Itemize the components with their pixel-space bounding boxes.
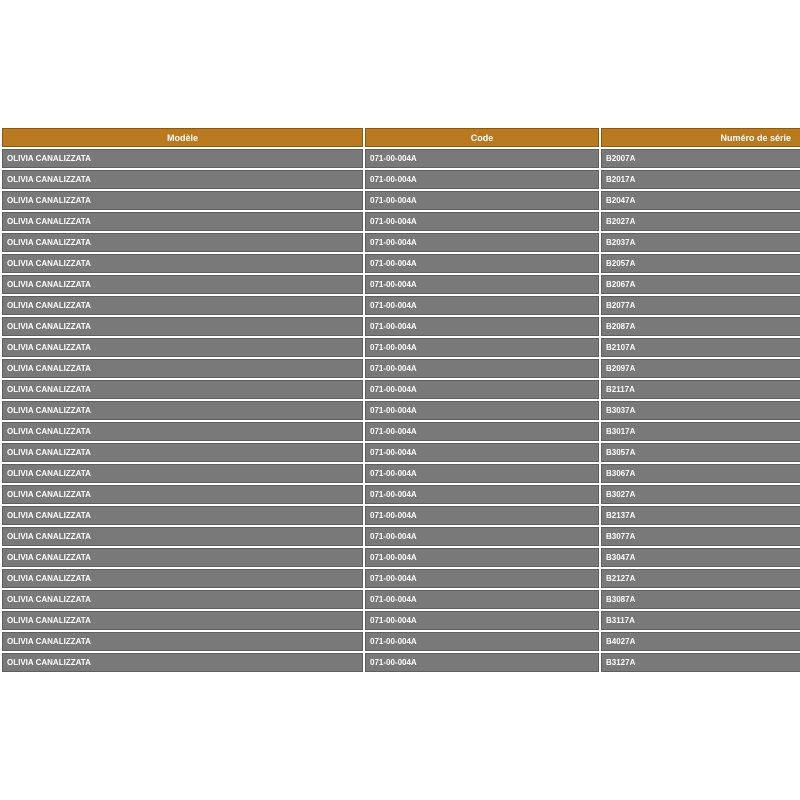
table-row[interactable] [2,275,800,294]
cell-model: OLIVIA CANALIZZATA [2,275,363,294]
cell-code: 071-00-004A [365,275,599,294]
table-row[interactable] [2,380,800,399]
table-body [2,149,800,672]
cell-code: 071-00-004A [365,380,599,399]
cell-code: 071-00-004A [365,548,599,567]
cell-serial-number: B3127A [601,653,800,672]
cell-code: 071-00-004A [365,464,599,483]
cell-model: OLIVIA CANALIZZATA [2,506,363,525]
cell-model: OLIVIA CANALIZZATA [2,359,363,378]
cell-code: 071-00-004A [365,527,599,546]
table-row[interactable] [2,149,800,168]
cell-serial-number: B2037A [601,233,800,252]
cell-model: OLIVIA CANALIZZATA [2,149,363,168]
table-row[interactable] [2,653,800,672]
table-row[interactable] [2,464,800,483]
cell-model: OLIVIA CANALIZZATA [2,464,363,483]
cell-model: OLIVIA CANALIZZATA [2,485,363,504]
cell-model: OLIVIA CANALIZZATA [2,590,363,609]
table-row[interactable] [2,254,800,273]
cell-code: 071-00-004A [365,401,599,420]
cell-serial-number: B2057A [601,254,800,273]
serial-table [0,126,800,672]
cell-serial-number: B3017A [601,422,800,441]
cell-serial-number: B2077A [601,296,800,315]
column-header-model[interactable]: Modèle [2,128,363,147]
table-row[interactable] [2,569,800,588]
serial-table-container [0,126,800,672]
table-row[interactable] [2,338,800,357]
cell-model: OLIVIA CANALIZZATA [2,548,363,567]
table-row[interactable] [2,527,800,546]
cell-model: OLIVIA CANALIZZATA [2,401,363,420]
cell-code: 071-00-004A [365,653,599,672]
cell-code: 071-00-004A [365,632,599,651]
cell-code: 071-00-004A [365,506,599,525]
table-row[interactable] [2,590,800,609]
cell-code: 071-00-004A [365,296,599,315]
cell-model: OLIVIA CANALIZZATA [2,254,363,273]
cell-serial-number: B2107A [601,338,800,357]
cell-model: OLIVIA CANALIZZATA [2,296,363,315]
table-row[interactable] [2,632,800,651]
cell-code: 071-00-004A [365,569,599,588]
cell-model: OLIVIA CANALIZZATA [2,170,363,189]
cell-code: 071-00-004A [365,191,599,210]
column-header-code[interactable]: Code [365,128,599,147]
cell-serial-number: B2097A [601,359,800,378]
cell-code: 071-00-004A [365,422,599,441]
cell-code: 071-00-004A [365,359,599,378]
cell-serial-number: B3067A [601,464,800,483]
cell-model: OLIVIA CANALIZZATA [2,191,363,210]
cell-code: 071-00-004A [365,611,599,630]
table-row[interactable] [2,296,800,315]
cell-serial-number: B2117A [601,380,800,399]
table-row[interactable] [2,611,800,630]
cell-model: OLIVIA CANALIZZATA [2,212,363,231]
table-row[interactable] [2,212,800,231]
cell-code: 071-00-004A [365,170,599,189]
cell-model: OLIVIA CANALIZZATA [2,611,363,630]
table-row[interactable] [2,422,800,441]
table-row[interactable] [2,359,800,378]
cell-serial-number: B3117A [601,611,800,630]
table-row[interactable] [2,548,800,567]
column-header-serial-number[interactable]: Numéro de série [601,128,800,147]
cell-code: 071-00-004A [365,254,599,273]
cell-model: OLIVIA CANALIZZATA [2,422,363,441]
cell-serial-number: B2007A [601,149,800,168]
cell-code: 071-00-004A [365,212,599,231]
cell-serial-number: B3087A [601,590,800,609]
cell-serial-number: B2067A [601,275,800,294]
cell-model: OLIVIA CANALIZZATA [2,443,363,462]
table-row[interactable] [2,233,800,252]
cell-model: OLIVIA CANALIZZATA [2,569,363,588]
table-row[interactable] [2,485,800,504]
cell-code: 071-00-004A [365,443,599,462]
cell-serial-number: B3027A [601,485,800,504]
cell-model: OLIVIA CANALIZZATA [2,380,363,399]
cell-serial-number: B2047A [601,191,800,210]
table-row[interactable] [2,401,800,420]
table-header [2,128,800,147]
table-row[interactable] [2,443,800,462]
table-row[interactable] [2,191,800,210]
cell-serial-number: B2017A [601,170,800,189]
cell-code: 071-00-004A [365,149,599,168]
cell-code: 071-00-004A [365,317,599,336]
header-row [2,128,800,147]
cell-model: OLIVIA CANALIZZATA [2,653,363,672]
cell-code: 071-00-004A [365,338,599,357]
cell-model: OLIVIA CANALIZZATA [2,527,363,546]
cell-model: OLIVIA CANALIZZATA [2,233,363,252]
cell-serial-number: B2027A [601,212,800,231]
cell-code: 071-00-004A [365,590,599,609]
table-row[interactable] [2,170,800,189]
cell-model: OLIVIA CANALIZZATA [2,338,363,357]
cell-code: 071-00-004A [365,485,599,504]
cell-serial-number: B3037A [601,401,800,420]
cell-serial-number: B2127A [601,569,800,588]
cell-code: 071-00-004A [365,233,599,252]
cell-serial-number: B3047A [601,548,800,567]
cell-model: OLIVIA CANALIZZATA [2,317,363,336]
cell-serial-number: B2087A [601,317,800,336]
cell-serial-number: B4027A [601,632,800,651]
cell-serial-number: B3077A [601,527,800,546]
cell-model: OLIVIA CANALIZZATA [2,632,363,651]
cell-serial-number: B3057A [601,443,800,462]
cell-serial-number: B2137A [601,506,800,525]
table-row[interactable] [2,506,800,525]
table-row[interactable] [2,317,800,336]
